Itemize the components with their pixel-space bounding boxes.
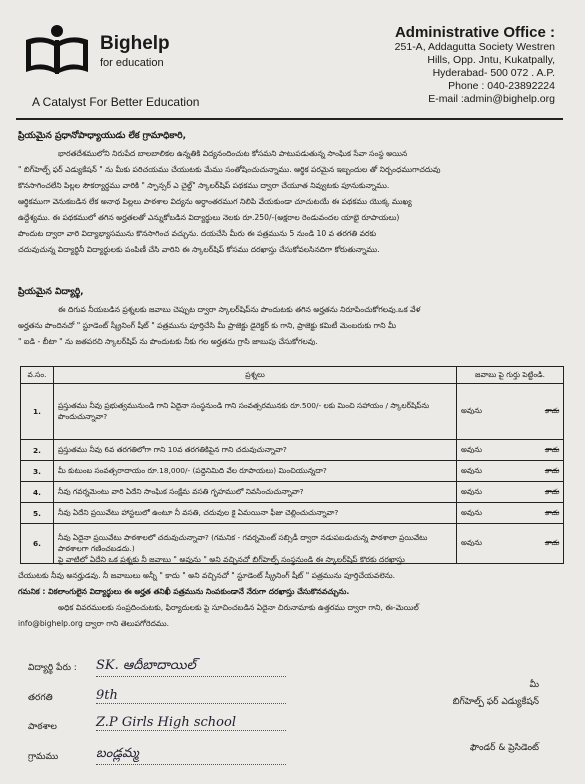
paragraph-line: " బిగ్‌హెల్ప్ ఫర్ ఎడ్యుకేషన్ " ను మీకు పరిచయము చేయుటకు మేము సంతోషించుచున్నాము. ఆర్థిక పరమైన ఇబ్బందుల తో నిర్బంధముగాచదువు	[18, 165, 441, 174]
signature-yours: మీ	[529, 680, 539, 690]
table-row	[21, 503, 564, 524]
answer-yes[interactable]: అవును	[461, 538, 483, 547]
salutation: ప్రియమైన ప్రధానోపాధ్యాయుడు లేక గ్రామాధికారి,	[18, 131, 187, 141]
paragraph-line: ఆర్థికముగా వెనుకబడిన లేక అనాథ పిల్లలు పాఠశాల విద్యను అర్ధాంతరముగ నిలిపి వేయకుండా చూచుటయే ఈ పథకము యొక్క ముఖ్య	[18, 197, 412, 206]
paragraph-line: ఉద్దేశ్యము. ఈ పథకములో తగిన అర్హతలతో ఎన్నుకోబడిన విద్యార్థులు నెలకు రూ.250/-(అక్షరాల రెండువందల యాభై రూపాయలు)	[18, 213, 400, 222]
paragraph-line: చేయుటకు నీవు అనర్హుడవు. నీ జవాబులు అన్నీ " కాదు " అని వచ్చినచో " స్టూడెంట్ స్క్రీనింగ్ షీట్ " పత్రమును పూర్తిచేయవలెను.	[18, 571, 396, 580]
paragraph-line: ఈ దిగువ నీయబడిన ప్రశ్నలకు జవాబు చెప్పుట ద్వారా స్కాలర్‌షిప్‌ను పొందుటకు తగిన అర్హతను నిరూపించుకోగలవు.ఒక వేళ	[58, 305, 421, 314]
student-paragraph	[18, 302, 568, 350]
office-line: Hyderabad- 500 072 . A.P.	[432, 67, 555, 79]
office-email: E-mail :admin@bighelp.org	[428, 93, 555, 105]
bighelp-logo-icon	[22, 22, 92, 78]
student-name-label: విద్యార్థి పేరు :	[28, 663, 77, 673]
answer-no-marked[interactable]: కాదు	[544, 538, 559, 547]
col-header-question: ప్రశ్నలు	[54, 367, 457, 384]
class-label: తరగతి	[28, 693, 53, 703]
village-field[interactable]: బండ్లమ్మ	[96, 746, 286, 765]
question-number: 6.	[21, 524, 54, 564]
question-text: ప్రస్తుతము నీవు ప్రభుత్వమునుండి గాని ఏదైనా సంస్థనుండి గాని సంవత్సరమునకు రూ.500/- లకు మించి సహాయం / స్కాలర్‌షిప్‌ను పొందుచున్నావా?	[54, 384, 457, 440]
paragraph-line: గమనిక : వికలాంగులైన విద్యార్థులు ఈ అర్హత తనిఖీ పత్రమును నింపకుండానే నేరుగా దరఖాస్తు చేసుకొనవచ్చును.	[18, 587, 350, 596]
school-field[interactable]: Z.P Girls High school	[96, 715, 286, 731]
signature-title: ఫౌండర్ & ప్రెసిడెంట్	[469, 743, 539, 753]
closing-paragraph	[18, 552, 568, 632]
paragraph-line: పై వాటిలో ఏదేని ఒక ప్రశ్నకు నీ జవాబు " అవును " అని వచ్చినచో బిగ్‌హెల్ప్ సంస్థనుండి ఈ స్కాలర్‌షిప్ కొరకు దరఖాస్తు	[58, 555, 405, 564]
answer-no-marked[interactable]: కాదు	[544, 444, 559, 454]
office-address	[315, 24, 555, 106]
answer-yes[interactable]: అవును	[461, 486, 483, 496]
student-salutation: ప్రియమైన విద్యార్థి,	[18, 287, 84, 297]
answer-cell	[457, 503, 564, 524]
office-title: Administrative Office :	[394, 24, 555, 41]
brand-subtitle: for education	[100, 57, 164, 69]
table-row	[21, 440, 564, 461]
brand-name: Bighelp	[100, 33, 170, 54]
question-number: 4.	[21, 482, 54, 503]
question-number: 2.	[21, 440, 54, 461]
paragraph-line: చదువుచున్న విద్యార్థినీ విద్యార్థులకు పంపిణీ చేసి వారిని ఈ స్కాలర్‌షిప్ కోసము దరఖాస్తు చేసుకోవలసినదిగా కోరుతున్నాము.	[18, 245, 380, 254]
table-row	[21, 482, 564, 503]
class-field[interactable]: 9th	[96, 688, 286, 704]
tagline: A Catalyst For Better Education	[32, 95, 200, 109]
village-label: గ్రామము	[28, 752, 59, 762]
answer-cell	[457, 440, 564, 461]
paragraph-line: కొనసాగించలేని పిల్లల సౌకర్యార్థము వారికి " స్పాన్సర్ ఎ చైల్డ్" స్కాలర్‌షిప్ పథకము ద్వారా చేయూత నివ్వుటకు పూనుకున్నాము.	[18, 181, 390, 190]
table-row	[21, 461, 564, 482]
answer-cell	[457, 482, 564, 503]
student-name-field[interactable]: SK. ఆదీబాదాయిల్	[96, 658, 286, 677]
office-line: Hills, Opp. Jntu, Kukatpally,	[427, 54, 555, 66]
question-text: నీవు గవర్నమెంటు వారి ఏదేని సాంఘిక సంక్షేమ వసతి గృహములో నివసించుచున్నావా?	[54, 482, 457, 503]
signature-org: బిగ్‌హెల్ప్ ఫర్ ఎడ్యుకేషన్	[452, 697, 539, 707]
col-header-answer: జవాబు పై గుర్తు పెట్టిండి.	[457, 367, 564, 384]
answer-no-marked[interactable]: కాదు	[544, 507, 559, 517]
question-text: ప్రస్తుతము నీవు 6వ తరగతిలోగా గాని 10వ తరగతికిపైన గాని చదువుచున్నావా?	[54, 440, 457, 461]
answer-no-marked[interactable]: కాదు	[544, 465, 559, 475]
answer-yes[interactable]: అవును	[461, 406, 483, 415]
answer-no-marked[interactable]: కాదు	[544, 486, 559, 496]
paragraph-line: పొందుట ద్వారా వారి విద్యాభ్యాసమును కొనసాగించ వచ్చును. దయచేసి మీరు ఈ పత్రమును 5 నుండి 10 వ తరగతి వరకు	[18, 229, 377, 238]
paragraph-line: info@bighelp.org ద్వారా గాని తెలుపగోరెదము.	[18, 619, 169, 628]
col-header-no: వ.సం.	[21, 367, 54, 384]
answer-yes[interactable]: అవును	[461, 507, 483, 517]
answer-no-marked[interactable]: కాదు	[544, 406, 559, 415]
office-phone: Phone : 040-23892224	[448, 80, 555, 92]
question-text: మీ కుటుంబ సంవత్సరాదాయం రూ.18,000/- (పద్దెనిమిది వేల రూపాయలు) మించియున్నదా?	[54, 461, 457, 482]
question-number: 5.	[21, 503, 54, 524]
question-number: 3.	[21, 461, 54, 482]
answer-yes[interactable]: అవును	[461, 444, 483, 454]
table-row	[21, 384, 564, 440]
intro-paragraph	[18, 146, 568, 258]
eligibility-table	[20, 366, 564, 564]
header-divider	[16, 118, 563, 120]
question-text: నీవు ఏదైనా ప్రయివేటు పాఠశాలలో చదువుచున్నావా? (గమనిక - గవర్నమెంట్ సబ్సిడీ ద్వారా నడుపబడుచున్న పాఠశాలా ప్రయివేటు పాఠశాలగా గణించబడదు.)	[54, 524, 457, 564]
paragraph-line: అధిక వివరములకు సంప్రదించుటకు, ఫిర్యాదులకు పై సూచించబడిన ఏదైనా చిరునామాకు ఉత్తరము ద్వారా గాని, ఈ-మెయిల్	[58, 603, 419, 612]
school-label: పాఠశాల	[28, 722, 57, 732]
answer-cell	[457, 384, 564, 440]
question-text: నీవు ఏదేని ప్రయివేటు హాస్టలులో ఉంటూ నీ వసతి, చదువుల కై ఏమయినా ఫీజు చెల్లించుచున్నావా?	[54, 503, 457, 524]
paragraph-line: భారతదేశములోని నిరుపేద బాలబాలికల ఉన్నతికి విద్యనందించుట కోసమని పాటుపడుతున్న సాంఘిక సేవా సంస్థ అయిన	[58, 149, 408, 158]
office-line: 251-A, Addagutta Society Westren	[394, 41, 555, 53]
table-header-row	[21, 367, 564, 384]
question-number: 1.	[21, 384, 54, 440]
answer-yes[interactable]: అవును	[461, 465, 483, 475]
answer-cell	[457, 461, 564, 482]
paragraph-line: అర్హతను పొందినచో " స్టూడెంట్ స్క్రీనింగ్ షీట్ " పత్రమును పూర్తిచేసి మీ ప్రాజెక్టు డైరెక్టర్ కు గాని, ప్రాజెక్టు కమిటీ మెంబరుకు గాని మీ	[18, 321, 397, 330]
paragraph-line: " ఐడి - బీటా " ను జతపరచి స్కాలర్‌షిప్ ను పొందుటకు నీకు గల అర్హతను గ్రాసి జాబుపు చేసుకోగలవు.	[18, 337, 318, 346]
